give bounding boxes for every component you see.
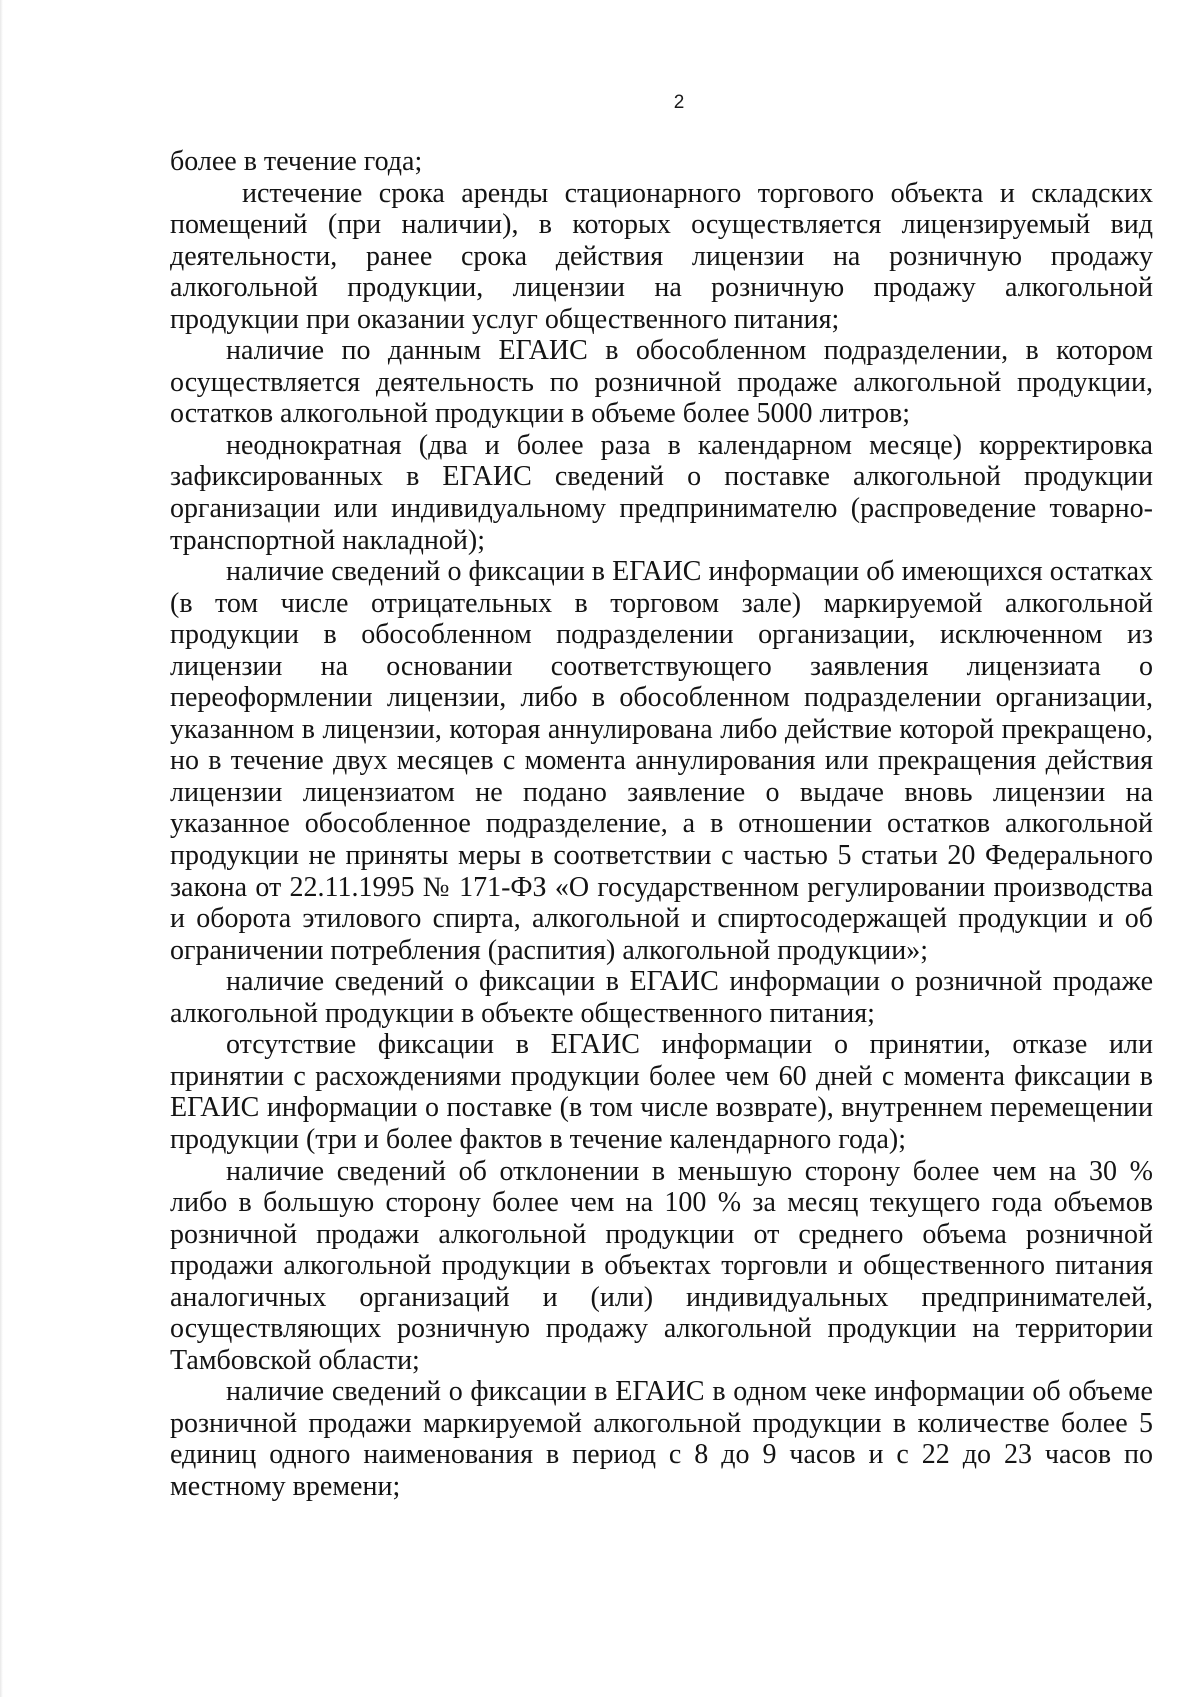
paragraph-lease-expiry: истечение срока аренды стационарного торгового объекта и складских помещений (при наличии), в которых осуществляется лицензируемый вид деятельности, ранее срока действия лицензии на розничную продажу алкогольной продукции, лицензии на розничную продажу алкогольной продукции при оказании услуг общественного питания;	[170, 177, 1153, 335]
page-number: 2	[673, 92, 685, 113]
paragraph-continuation: более в течение года;	[170, 146, 423, 177]
paragraph-no-acceptance-60-days: отсутствие фиксации в ЕГАИС информации о принятии, отказе или принятии с расхождениями продукции более чем 60 дней с момента фиксации в ЕГАИС информации о поставке (в том числе возврате), внутреннем перемещении продукции (три и более фактов в течение календарного года);	[170, 1029, 1153, 1155]
paragraph-catering-retail-sale: наличие сведений о фиксации в ЕГАИС информации о розничной продаже алкогольной продукции в объекте общественного питания;	[170, 966, 1153, 1029]
paragraph-volume-deviation: наличие сведений об отклонении в меньшую сторону более чем на 30 % либо в большую сторону более чем на 100 % за месяц текущего года объемов розничной продажи алкогольной продукции от среднего объема розничной продажи алкогольной продукции в объектах торговли и общественного питания аналогичных организаций и (или) индивидуальных предпринимателей, осуществляющих розничную продажу алкогольной продукции на территории Тамбовской области;	[170, 1155, 1153, 1376]
paragraph-repeated-correction: неоднократная (два и более раза в календарном месяце) корректировка зафиксированных в ЕГАИС сведений о поставке алкогольной продукции организации или индивидуальному предпринимателю (распроведение товарно-транспортной накладной);	[170, 429, 1153, 556]
paragraph-remaining-stock-excluded-unit: наличие сведений о фиксации в ЕГАИС информации об имеющихся остатках (в том числе отрицательных в торговом зале) маркируемой алкогольной продукции в обособленном подразделении организации, исключенном из лицензии на основании соответствующего заявления лицензиата о переоформлении лицензии, либо в обособленном подразделении организации, указанном в лицензии, которая аннулирована либо действие которой прекращено, но в течение двух месяцев с момента аннулирования или прекращения действия лицензии лицензиатом не подано заявление о выдаче вновь лицензии на указанное обособленное подразделение, а в отношении остатков алкогольной продукции не приняты меры в соответствии с частью 5 статьи 20 Федерального закона от 22.11.1995 № 171-ФЗ «О государственном регулировании производства и оборота этилового спирта, алкогольной и спиртосодержащей продукции и об ограничении потребления (распития) алкогольной продукции»;	[170, 556, 1153, 966]
document-body	[170, 146, 1153, 1503]
paragraph-single-receipt-over-5-units: наличие сведений о фиксации в ЕГАИС в одном чеке информации об объеме розничной продажи маркируемой алкогольной продукции в количестве более 5 единиц одного наименования в период с 8 до 9 часов и с 22 до 23 часов по местному времени;	[170, 1376, 1153, 1502]
scan-edge-shadow	[0, 0, 3, 1697]
paragraph-stock-over-5000-liters: наличие по данным ЕГАИС в обособленном подразделении, в котором осуществляется деятельность по розничной продаже алкогольной продукции, остатков алкогольной продукции в объеме более 5000 литров;	[170, 335, 1153, 430]
